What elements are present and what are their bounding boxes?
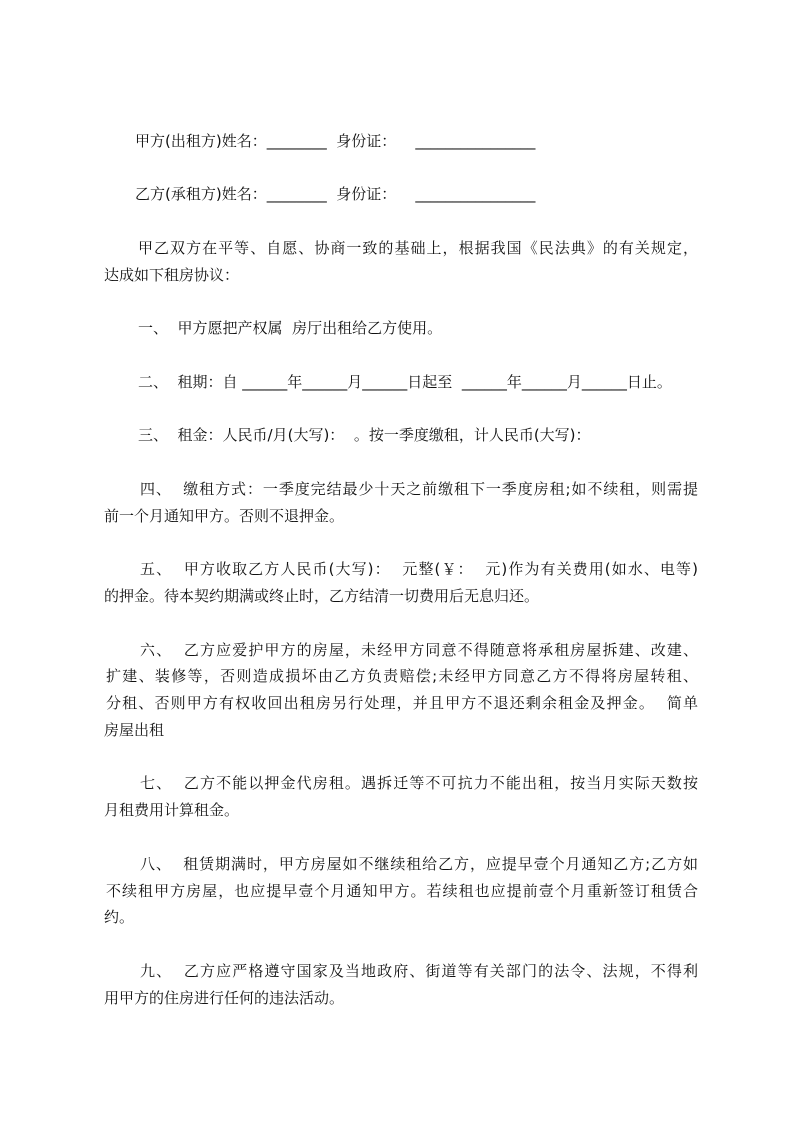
party-a-line: 甲方(出租方)姓名：________ 身份证： ________________ bbox=[135, 132, 536, 150]
clause-3: 三、 租金：人民币/月(大写)： 。按一季度缴租，计人民币(大写)： bbox=[138, 426, 591, 444]
clause-6-line-1: 六、 乙方应爱护甲方的房屋，未经甲方同意不得随意将承租房屋拆建、改建、 bbox=[140, 641, 698, 659]
party-b-line: 乙方(承租方)姓名：________ 身份证： ________________ bbox=[135, 185, 536, 203]
intro-line-2: 达成如下租房协议： bbox=[104, 266, 240, 284]
clause-9-line-1: 九、 乙方应严格遵守国家及当地政府、街道等有关部门的法令、法规，不得利 bbox=[140, 962, 698, 980]
clause-8-line-2: 不续租甲方房屋，也应提早壹个月通知甲方。若续租也应提前壹个月重新签订租赁合 bbox=[106, 882, 698, 900]
clause-8-line-1: 八、 租赁期满时，甲方房屋如不继续租给乙方，应提早壹个月通知乙方;乙方如 bbox=[140, 855, 698, 873]
clause-7-line-2: 月租费用计算租金。 bbox=[104, 801, 240, 819]
clause-8-line-3: 约。 bbox=[104, 908, 135, 926]
intro-line-1: 甲乙双方在平等、自愿、协商一致的基础上，根据我国《民法典》的有关规定， bbox=[138, 239, 698, 257]
clause-7-line-1: 七、 乙方不能以押金代房租。遇拆迁等不可抗力不能出租，按当月实际天数按 bbox=[140, 774, 698, 792]
clause-6-line-2: 扩建、装修等，否则造成损坏由乙方负责赔偿;未经甲方同意乙方不得将房屋转租、 bbox=[106, 667, 698, 685]
clause-4-line-1: 四、 缴租方式：一季度完结最少十天之前缴租下一季度房租;如不续租，则需提 bbox=[140, 480, 698, 498]
clause-4-line-2: 前一个月通知甲方。否则不退押金。 bbox=[104, 507, 345, 525]
clause-6-line-4: 房屋出租 bbox=[104, 721, 165, 739]
clause-6-line-3: 分租、否则甲方有权收回出租房另行处理，并且甲方不退还剩余租金及押金。 简单 bbox=[106, 694, 698, 712]
clause-5-line-2: 的押金。待本契约期满或终止时，乙方结清一切费用后无息归还。 bbox=[104, 587, 540, 605]
clause-9-line-2: 用甲方的住房进行任何的违法活动。 bbox=[104, 989, 345, 1007]
clause-1: 一、 甲方愿把产权属 房厅出租给乙方使用。 bbox=[138, 319, 443, 337]
clause-5-line-1: 五、 甲方收取乙方人民币(大写)： 元整(￥： 元)作为有关费用(如水、电等) bbox=[140, 560, 698, 578]
clause-2: 二、 租期：自 ______年______月______日起至 ______年______月______日止。 bbox=[138, 373, 672, 391]
